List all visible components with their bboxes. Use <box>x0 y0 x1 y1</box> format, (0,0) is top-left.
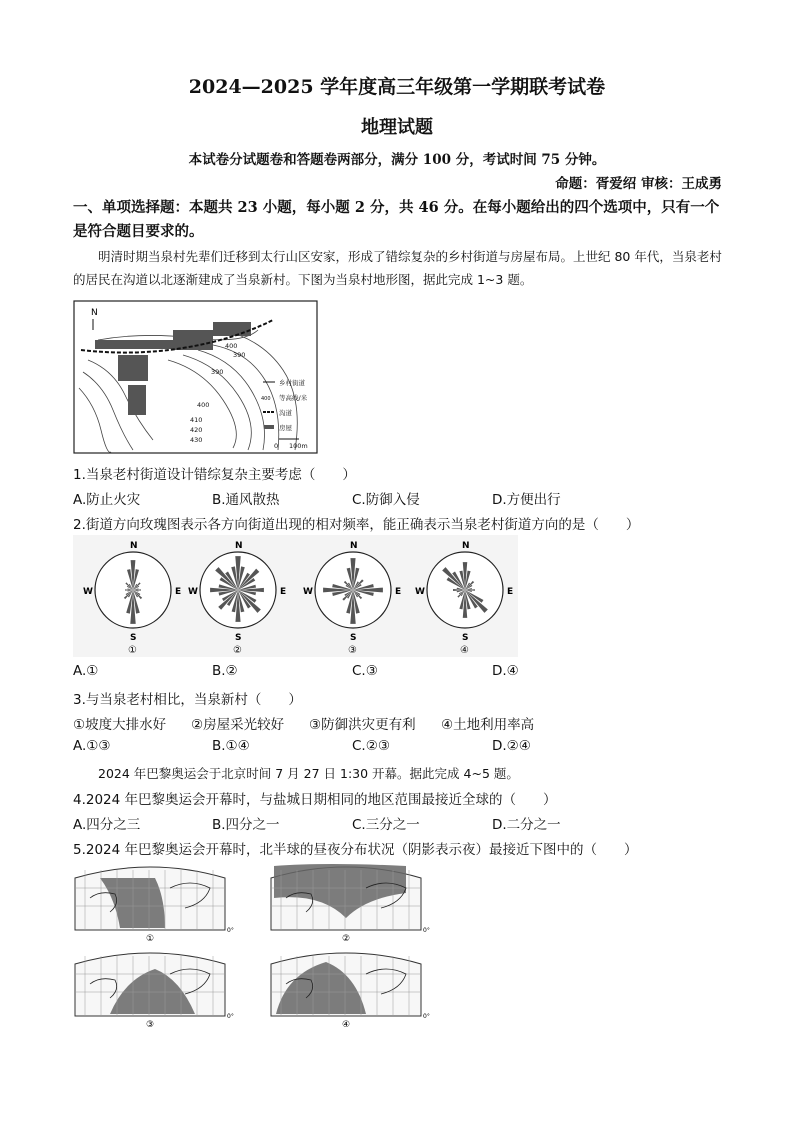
rose-direction-label: S <box>462 633 469 643</box>
contour-label: 400 <box>225 342 238 350</box>
section-heading: 一、单项选择题：本题共 23 小题，每小题 2 分，共 46 分。在每小题给出的四个选项中，只有一个是符合题目要求的。 <box>73 199 720 240</box>
house-block <box>213 322 251 336</box>
rose-direction-label: E <box>280 587 287 597</box>
statement-2: ②房屋采光较好 <box>191 717 285 733</box>
equator-label: 0° <box>227 927 234 934</box>
rose-direction-label: W <box>188 587 198 597</box>
rose-direction-label: N <box>130 541 138 551</box>
question-4-stem: 4.2024 年巴黎奥运会开幕时，与盐城日期相同的地区范围最接近全球的（ ） <box>73 792 557 808</box>
day-night-map <box>75 953 234 1030</box>
rose-number-label: ③ <box>348 645 357 656</box>
option-a[interactable]: A.① <box>73 663 99 679</box>
equator-label: 0° <box>423 1013 430 1020</box>
exam-note: 本试卷分试题卷和答题卷两部分，满分 100 分，考试时间 75 分钟。 <box>188 152 606 168</box>
statement-4: ④土地利用率高 <box>441 717 535 733</box>
option-d[interactable]: D.④ <box>492 663 519 679</box>
subject-title: 地理试题 <box>361 117 433 138</box>
rose-direction-label: E <box>395 587 402 597</box>
rose-number-label: ① <box>128 645 137 656</box>
house-block <box>173 330 213 350</box>
rose-direction-label: W <box>415 587 425 597</box>
question-3-stem: 3.与当泉老村相比，当泉新村（ ） <box>73 692 302 708</box>
village-topo-map <box>73 300 318 454</box>
contour-label: 430 <box>190 436 203 444</box>
rose-direction-label: S <box>130 633 137 643</box>
legend-house-symbol <box>264 425 274 429</box>
option-c[interactable]: C.三分之一 <box>352 817 420 833</box>
option-a[interactable]: A.四分之三 <box>73 817 141 833</box>
map-number-label: ① <box>146 934 155 944</box>
legend-house-label: 房屋 <box>279 424 292 432</box>
legend-contour-label: 等高线/米 <box>279 394 308 402</box>
map-number-label: ④ <box>342 1020 351 1030</box>
scale-start: 0 <box>274 442 279 450</box>
house-block <box>95 340 185 349</box>
authors-line: 命题：胥爱绍 审核：王成勇 <box>555 176 722 192</box>
contour-label: 390 <box>211 368 224 376</box>
map-number-label: ③ <box>146 1020 155 1030</box>
option-d[interactable]: D.二分之一 <box>492 817 561 833</box>
option-b[interactable]: B.四分之一 <box>212 817 280 833</box>
question-2-stem: 2.街道方向玫瑰图表示各方向街道出现的相对频率，能正确表示当泉老村街道方向的是（ ） <box>73 517 640 533</box>
contour-label: 410 <box>190 416 203 424</box>
street-rose-diagrams <box>73 535 518 657</box>
rose-number-label: ④ <box>460 645 469 656</box>
option-c[interactable]: C.③ <box>352 663 378 679</box>
legend-gully-label: 沟道 <box>279 409 292 417</box>
option-b[interactable]: B.② <box>212 663 238 679</box>
day-night-map <box>75 867 234 944</box>
rose-direction-label: N <box>350 541 358 551</box>
scale-end: 100m <box>289 442 308 450</box>
question-1-stem: 1.当泉老村街道设计错综复杂主要考虑（ ） <box>73 467 356 483</box>
option-d[interactable]: D.②④ <box>492 738 531 754</box>
rose-direction-label: N <box>462 541 470 551</box>
map-north-label: N <box>91 308 98 318</box>
rose-number-label: ② <box>233 645 242 656</box>
rose-direction-label: N <box>235 541 243 551</box>
question-5-stem: 5.2024 年巴黎奥运会开幕时，北半球的昼夜分布状况（阴影表示夜）最接近下图中的（ ） <box>73 842 638 858</box>
rose-direction-label: W <box>83 587 93 597</box>
statement-1: ①坡度大排水好 <box>73 717 167 733</box>
contour-label: 400 <box>197 401 210 409</box>
house-block <box>128 385 146 415</box>
rose-direction-label: W <box>303 587 313 597</box>
day-night-maps <box>70 858 430 1030</box>
option-a[interactable]: A.①③ <box>73 738 111 754</box>
rose-direction-label: E <box>175 587 182 597</box>
day-night-map <box>271 953 430 1030</box>
contour-label: 390 <box>233 351 246 359</box>
option-c[interactable]: C.②③ <box>352 738 390 754</box>
rose-direction-label: S <box>235 633 242 643</box>
equator-label: 0° <box>423 927 430 934</box>
exam-title: 2024—2025 学年度高三年级第一学期联考试卷 <box>188 76 606 98</box>
contour-label: 420 <box>190 426 203 434</box>
option-b[interactable]: B.通风散热 <box>212 492 280 508</box>
option-c[interactable]: C.防御入侵 <box>352 492 420 508</box>
equator-label: 0° <box>227 1013 234 1020</box>
map-number-label: ② <box>342 934 351 944</box>
option-b[interactable]: B.①④ <box>212 738 250 754</box>
legend-contour-value: 400 <box>261 396 271 402</box>
option-d[interactable]: D.方便出行 <box>492 492 561 508</box>
rose-direction-label: S <box>350 633 357 643</box>
passage-1: 明清时期当泉村先辈们迁移到太行山区安家，形成了错综复杂的乡村街道与房屋布局。上世纪 80 年代，当泉老村的居民在沟道以北逐渐建成了当泉新村。下图为当泉村地形图，据此完成 1~3 题。 <box>73 249 722 287</box>
option-a[interactable]: A.防止火灾 <box>73 492 141 508</box>
passage-2: 2024 年巴黎奥运会于北京时间 7 月 27 日 1:30 开幕。据此完成 4~5 题。 <box>98 766 519 781</box>
day-night-map <box>271 864 430 944</box>
statement-3: ③防御洪灾更有利 <box>309 717 416 733</box>
rose-direction-label: E <box>507 587 514 597</box>
legend-street-label: 乡村街道 <box>279 379 305 387</box>
house-block <box>118 355 148 381</box>
